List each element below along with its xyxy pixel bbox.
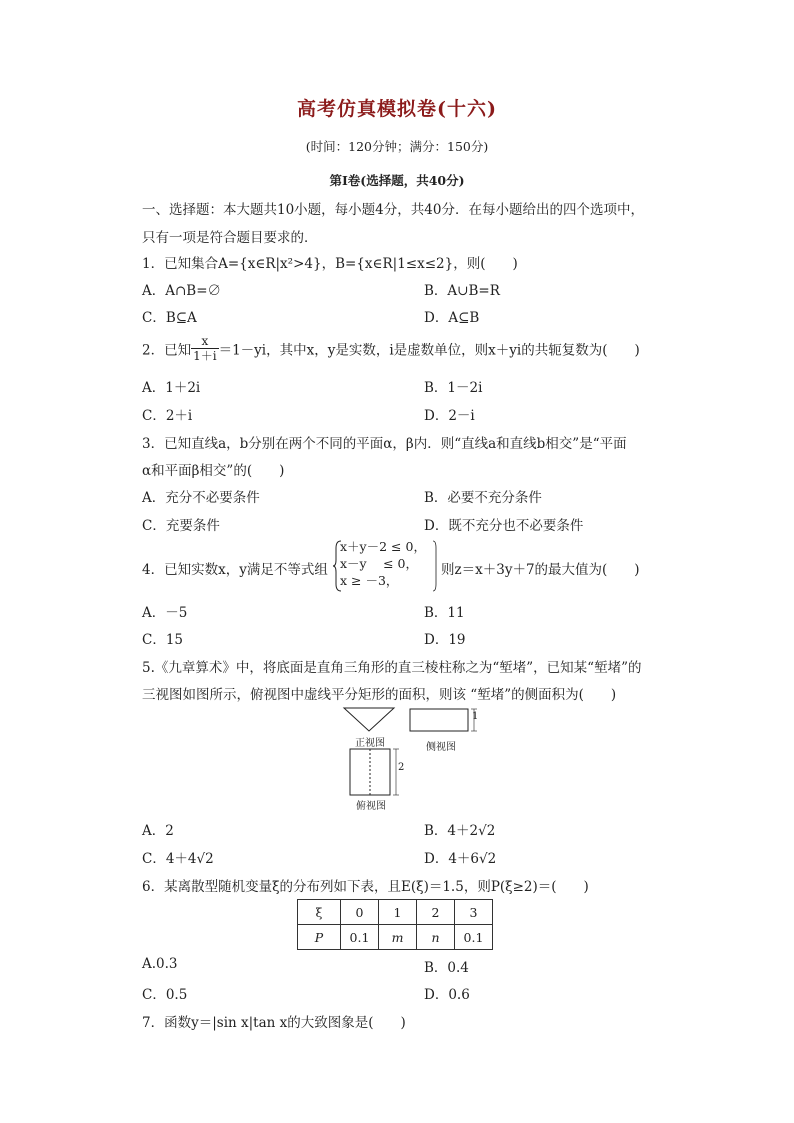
q6-stem: 6．某离散型随机变量ξ的分布列如下表，且E(ξ)＝1.5，则P(ξ≥2)＝( ) (142, 879, 589, 895)
q3-option-b: B．必要不充分条件 (424, 490, 542, 506)
q4-inequality-3: x ≥ －3， (340, 573, 399, 588)
q5-line1: 5.《九章算术》中，将底面是直角三角形的直三棱柱称之为“堑堵”，已知某“堑堵”的 (142, 660, 642, 676)
top-view-dimension: 2 (398, 762, 405, 773)
q2-fraction (191, 334, 218, 363)
table-cell: 0.1 (341, 925, 379, 950)
q2-option-b: B．1－2i (424, 380, 483, 396)
q5-option-b: B．4＋2√2 (424, 823, 496, 839)
table-cell: 0 (341, 900, 379, 925)
q1-option-d: D．A⊆B (424, 310, 480, 326)
table-cell: 3 (455, 900, 493, 925)
q6-option-b: B．0.4 (424, 960, 469, 976)
table-cell: m (379, 925, 417, 950)
front-view-triangle (344, 708, 394, 731)
section-heading: 第Ⅰ卷(选择题，共40分) (329, 173, 465, 188)
q2-frac-num: x (191, 334, 218, 349)
q4-system (340, 538, 426, 589)
q2-frac-den: 1＋i (193, 349, 217, 363)
q2-option-a: A．1＋2i (142, 380, 201, 396)
exam-info: (时间：120分钟；满分：150分) (305, 139, 489, 154)
table-cell: P (298, 925, 341, 950)
distribution-table (297, 899, 493, 950)
q5-option-a: A．2 (142, 823, 174, 839)
q5-line2: 三视图如图所示，俯视图中虚线平分矩形的面积，则该 “堑堵”的侧面积为( ) (142, 687, 617, 703)
q3-option-a: A．充分不必要条件 (142, 490, 260, 506)
q3-option-c: C．充要条件 (142, 518, 220, 534)
q2-prefix: 2．已知 (142, 342, 192, 359)
side-view-dimension: 1 (472, 711, 479, 722)
q3-line1: 3．已知直线a，b分别在两个不同的平面α，β内．则“直线a和直线b相交”是“平面 (142, 436, 627, 452)
q4-inequality-1: x＋y－2 ≤ 0， (340, 539, 426, 554)
instructions-line1: 一、选择题：本大题共10小题，每小题4分，共40分．在每小题给出的四个选项中， (142, 202, 644, 218)
top-view-rectangle (350, 749, 399, 795)
q4-option-c: C．15 (142, 632, 184, 648)
q1-option-a: A．A∩B=∅ (142, 283, 222, 299)
q4-right-brace (432, 540, 440, 592)
table-cell: 0.1 (455, 925, 493, 950)
q6-option-d: D．0.6 (424, 987, 470, 1003)
q6-option-a: A.0.3 (142, 956, 178, 972)
q6-option-c: C．0.5 (142, 987, 188, 1003)
q7-stem: 7．函数y＝|sin x|tan x的大致图象是( ) (142, 1015, 406, 1031)
q4-option-a: A．－5 (142, 605, 188, 621)
instructions-line2: 只有一项是符合题目要求的． (142, 230, 318, 246)
q2-suffix: ＝1－yi，其中x，y是实数，i是虚数单位，则x＋yi的共轭复数为( ) (218, 342, 640, 359)
q1-stem: 1．已知集合A={x∈R|x²>4}，B={x∈R|1≤x≤2}，则( ) (142, 256, 518, 272)
q4-option-b: B．11 (424, 605, 465, 621)
q1-option-c: C．B⊆A (142, 310, 197, 326)
q3-option-d: D．既不充分也不必要条件 (424, 518, 584, 534)
table-row (298, 900, 493, 925)
side-view-rectangle (410, 709, 477, 731)
q4-inequality-2: x－y ≤ 0， (340, 556, 418, 571)
q2-option-c: C．2＋i (142, 408, 193, 424)
q2-stem (142, 334, 640, 363)
q4-prefix: 4．已知实数x，y满足不等式组 (142, 562, 328, 578)
q4-option-d: D．19 (424, 632, 466, 648)
table-cell: n (417, 925, 455, 950)
table-cell: 2 (417, 900, 455, 925)
table-row (298, 925, 493, 950)
side-view-label: 侧视图 (426, 742, 456, 753)
q2-option-d: D．2－i (424, 408, 475, 424)
q4-suffix: 则z＝x＋3y＋7的最大值为( ) (441, 562, 640, 578)
q5-option-d: D．4＋6√2 (424, 851, 497, 867)
top-view-label: 俯视图 (356, 801, 386, 812)
q1-option-b: B．A∪B=R (424, 283, 500, 299)
front-view-label: 正视图 (355, 738, 385, 749)
table-cell: 1 (379, 900, 417, 925)
q5-option-c: C．4＋4√2 (142, 851, 214, 867)
page-title: 高考仿真模拟卷(十六) (297, 98, 497, 120)
table-cell: ξ (298, 900, 341, 925)
q3-line2: α和平面β相交”的( ) (142, 463, 285, 479)
